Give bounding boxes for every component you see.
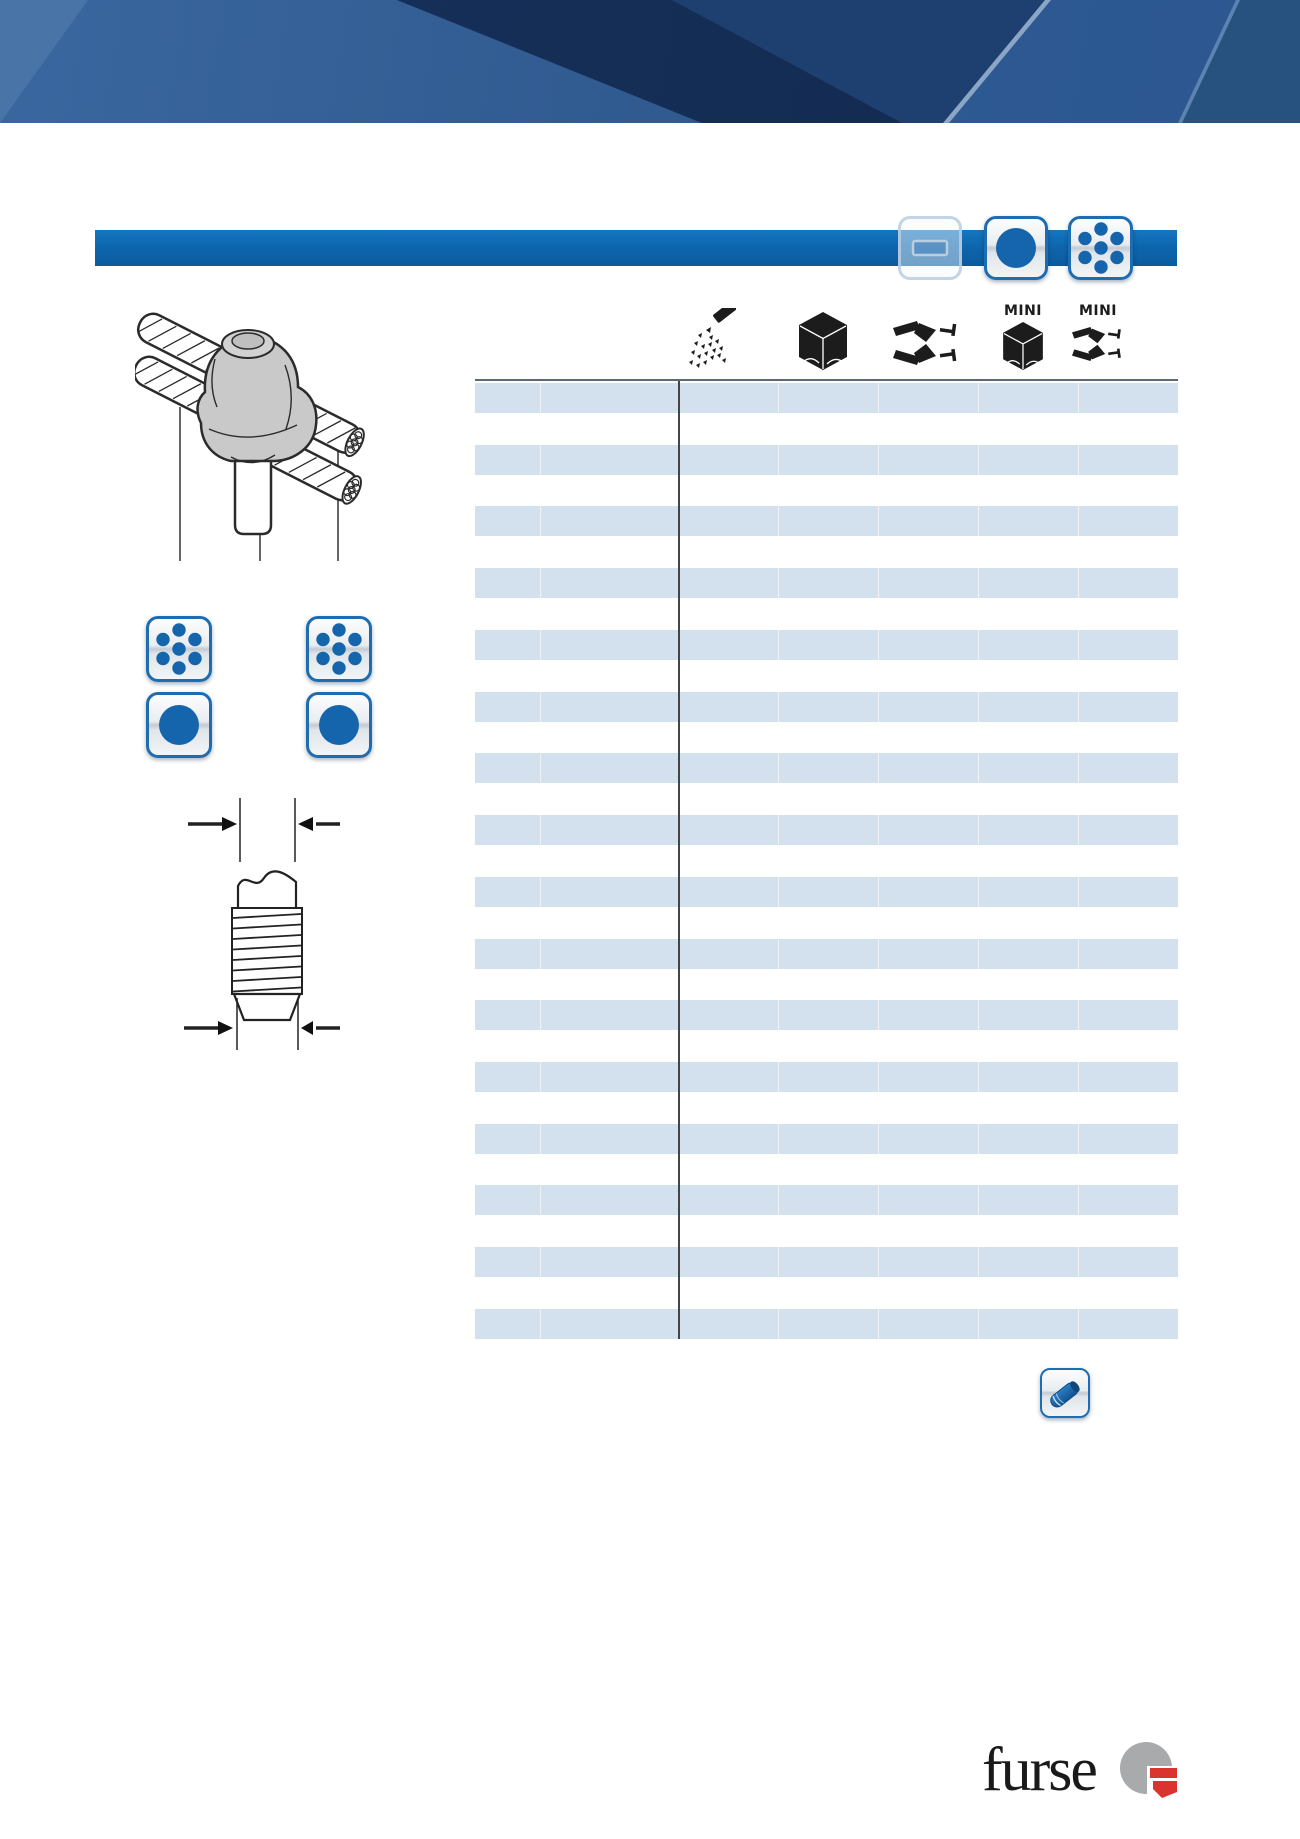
table-row — [475, 1000, 1178, 1030]
dimension-arrow — [222, 817, 237, 831]
stranded-cable-conductor-icon — [306, 616, 372, 682]
top-banner — [0, 0, 1300, 123]
furse-logo-mark — [1120, 1742, 1180, 1802]
solid-rod-conductor-icon — [306, 692, 372, 758]
threaded-rod-diameter-drawing — [158, 788, 348, 1060]
table-row — [475, 1062, 1178, 1092]
cable-glyph — [1072, 219, 1130, 277]
cable-glyph — [150, 620, 208, 678]
exothermic-powder-icon — [684, 308, 736, 370]
ferrule-icon — [1040, 1368, 1090, 1418]
mould-icon — [799, 312, 847, 370]
solid-rod-conductor-icon — [984, 216, 1048, 280]
cable-to-cable-and-rod-clamp-illustration — [135, 297, 375, 571]
table-row — [475, 815, 1178, 845]
tape-glyph — [901, 219, 959, 277]
table-vertical-rule — [678, 381, 680, 1339]
dimension-arrow — [301, 1021, 313, 1035]
table-row — [475, 383, 1178, 413]
rod-glyph — [150, 696, 208, 754]
table-row — [475, 753, 1178, 783]
rod-glyph — [987, 219, 1045, 277]
product-table — [475, 379, 1178, 1339]
mini-mould-icon — [1003, 322, 1043, 370]
table-row — [475, 1309, 1178, 1339]
table-row — [475, 939, 1178, 969]
table-row — [475, 1185, 1178, 1215]
dimension-arrow — [218, 1021, 233, 1035]
ferrule-glyph — [1043, 1371, 1087, 1415]
furse-logo-text: furse — [982, 1736, 1096, 1804]
solid-rod-conductor-icon — [146, 692, 212, 758]
mini-clamp-label: MINI — [1078, 303, 1118, 319]
tape-conductor-icon — [898, 216, 962, 280]
mini-mould-label: MINI — [1003, 303, 1043, 319]
cable-glyph — [310, 620, 368, 678]
table-row — [475, 506, 1178, 536]
table-row — [475, 630, 1178, 660]
table-row — [475, 692, 1178, 722]
table-row — [475, 445, 1178, 475]
table-row — [475, 877, 1178, 907]
table-row — [475, 568, 1178, 598]
handle-clamp-icon — [893, 320, 963, 366]
dimension-arrow — [298, 817, 313, 831]
stranded-cable-conductor-icon — [1068, 216, 1133, 280]
mini-handle-clamp-icon — [1072, 326, 1126, 362]
stranded-cable-conductor-icon — [146, 616, 212, 682]
table-row — [475, 1247, 1178, 1277]
rod-glyph — [310, 696, 368, 754]
table-row — [475, 1124, 1178, 1154]
